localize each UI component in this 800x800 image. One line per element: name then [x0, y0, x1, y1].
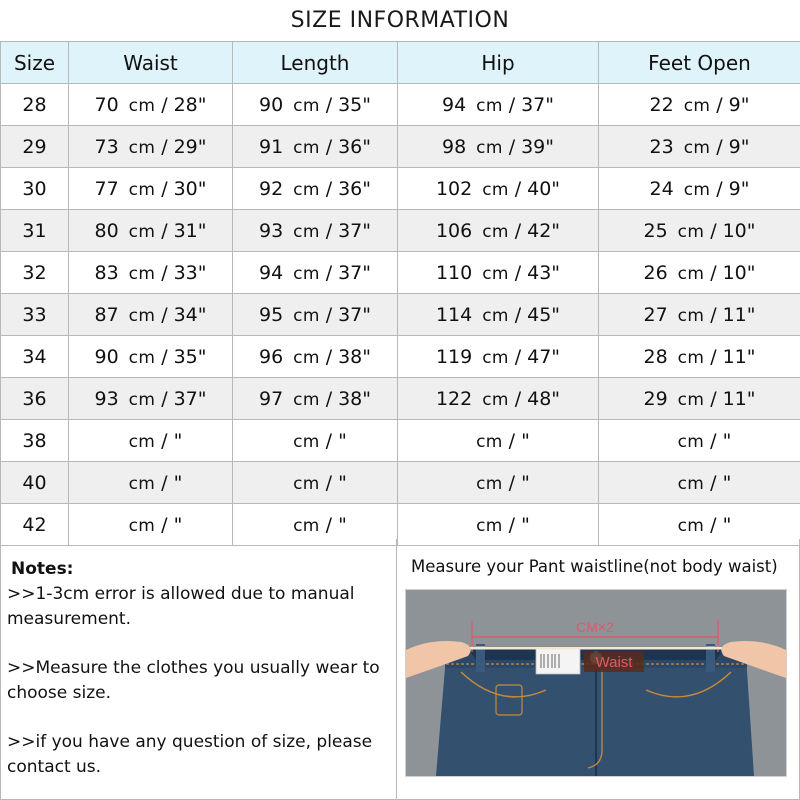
- unit-label: cm: [293, 389, 320, 410]
- unit-label: cm: [677, 431, 705, 452]
- separator: /: [514, 387, 522, 410]
- inch-value: ": [338, 471, 347, 494]
- inch-value: ": [173, 471, 183, 494]
- inch-value: 31": [173, 219, 207, 242]
- cell-hip: [398, 252, 599, 294]
- table-row: [1, 420, 800, 462]
- cm-value: 80: [94, 219, 119, 242]
- unit-label: cm: [128, 389, 156, 410]
- cell-feet: [599, 294, 800, 336]
- cell-length: [233, 420, 398, 462]
- cm-value: 95: [258, 303, 284, 326]
- cm-value: 23: [649, 135, 674, 158]
- inch-value: ": [722, 429, 732, 452]
- cell-waist: [69, 336, 233, 378]
- cell-waist: [69, 168, 233, 210]
- separator: /: [161, 93, 168, 116]
- separator: /: [325, 303, 333, 326]
- separator: /: [161, 303, 168, 326]
- unit-label: cm: [128, 221, 156, 242]
- table-header-row: [1, 42, 800, 84]
- separator: /: [508, 429, 516, 452]
- separator: /: [514, 303, 522, 326]
- cm-value: 94: [441, 93, 467, 116]
- unit-label: cm: [476, 137, 503, 158]
- cell-size: 42: [1, 504, 69, 546]
- separator: /: [716, 177, 723, 200]
- cell-size: 36: [1, 378, 69, 420]
- unit-label: cm: [482, 179, 509, 200]
- separator: /: [514, 261, 522, 284]
- cm-value: 122: [435, 387, 473, 410]
- cm-value: 98: [441, 135, 467, 158]
- cm-value: 90: [258, 93, 284, 116]
- notes-heading: Notes:: [11, 559, 74, 579]
- cm-value: 119: [435, 345, 473, 368]
- inch-value: ": [521, 429, 530, 452]
- inch-value: ": [722, 513, 732, 536]
- table-row: [1, 210, 800, 252]
- cell-hip: [398, 84, 599, 126]
- cm-value: 83: [94, 261, 119, 284]
- unit-label: cm: [476, 515, 503, 536]
- jeans-waist-photo: [405, 589, 787, 777]
- inch-value: 35": [173, 345, 207, 368]
- inch-value: ": [521, 513, 530, 536]
- note-item: >>if you have any question of size, please contact us.: [7, 732, 373, 777]
- separator: /: [514, 219, 522, 242]
- inch-value: 37": [521, 93, 555, 116]
- cm-value: 25: [643, 219, 668, 242]
- table-row: [1, 462, 800, 504]
- separator: /: [508, 513, 516, 536]
- inch-value: ": [521, 471, 530, 494]
- unit-label: cm: [683, 179, 711, 200]
- inch-value: 33": [173, 261, 207, 284]
- inch-value: 10": [722, 219, 756, 242]
- inch-value: 10": [722, 261, 756, 284]
- separator: /: [325, 177, 333, 200]
- unit-label: cm: [293, 431, 320, 452]
- cm-x2-label: CM×2: [576, 619, 614, 635]
- cell-feet: [599, 378, 800, 420]
- inch-value: ": [173, 429, 183, 452]
- separator: /: [161, 345, 168, 368]
- unit-label: cm: [128, 347, 156, 368]
- inch-value: ": [173, 513, 183, 536]
- inch-value: 48": [527, 387, 561, 410]
- unit-label: cm: [128, 95, 156, 116]
- cell-feet: [599, 420, 800, 462]
- unit-label: cm: [476, 431, 503, 452]
- cm-value: 102: [435, 177, 473, 200]
- cell-waist: [69, 252, 233, 294]
- cm-value: 114: [435, 303, 473, 326]
- unit-label: cm: [293, 347, 320, 368]
- cell-length: [233, 336, 398, 378]
- unit-label: cm: [293, 305, 320, 326]
- cell-hip: [398, 168, 599, 210]
- separator: /: [710, 513, 717, 536]
- cm-value: 93: [258, 219, 284, 242]
- unit-label: cm: [293, 137, 320, 158]
- inch-value: 11": [722, 387, 756, 410]
- inch-value: 9": [728, 177, 750, 200]
- separator: /: [325, 471, 333, 494]
- unit-label: cm: [128, 137, 156, 158]
- unit-label: cm: [677, 389, 705, 410]
- separator: /: [161, 429, 168, 452]
- cm-value: 110: [435, 261, 473, 284]
- inch-value: 40": [527, 177, 561, 200]
- separator: /: [710, 303, 717, 326]
- separator: /: [161, 387, 168, 410]
- cell-size: 33: [1, 294, 69, 336]
- unit-label: cm: [482, 347, 509, 368]
- inch-value: 34": [173, 303, 207, 326]
- cell-waist: [69, 378, 233, 420]
- separator: /: [514, 345, 522, 368]
- cm-value: 24: [649, 177, 674, 200]
- cell-size: 32: [1, 252, 69, 294]
- separator: /: [325, 261, 333, 284]
- cm-value: 92: [258, 177, 284, 200]
- inch-value: 37": [338, 303, 372, 326]
- unit-label: cm: [128, 263, 156, 284]
- separator: /: [325, 219, 333, 242]
- cell-hip: [398, 294, 599, 336]
- unit-label: cm: [128, 179, 156, 200]
- separator: /: [325, 513, 333, 536]
- inch-value: 30": [173, 177, 207, 200]
- header-feet-open: Feet Open: [599, 42, 800, 84]
- inch-value: 38": [338, 387, 372, 410]
- inch-value: ": [338, 513, 347, 536]
- cm-value: 87: [94, 303, 119, 326]
- separator: /: [161, 513, 168, 536]
- cell-waist: [69, 126, 233, 168]
- separator: /: [508, 471, 516, 494]
- cell-hip: [398, 420, 599, 462]
- cell-hip: [398, 378, 599, 420]
- cell-size: 40: [1, 462, 69, 504]
- unit-label: cm: [482, 263, 509, 284]
- cell-hip: [398, 126, 599, 168]
- cm-value: 70: [94, 93, 119, 116]
- inch-value: ": [722, 471, 732, 494]
- unit-label: cm: [293, 515, 320, 536]
- cell-length: [233, 462, 398, 504]
- unit-label: cm: [476, 473, 503, 494]
- separator: /: [514, 177, 522, 200]
- cell-hip: [398, 210, 599, 252]
- unit-label: cm: [677, 515, 705, 536]
- inch-value: 36": [338, 177, 372, 200]
- unit-label: cm: [128, 305, 156, 326]
- unit-label: cm: [482, 389, 509, 410]
- unit-label: cm: [293, 263, 320, 284]
- cell-waist: [69, 84, 233, 126]
- cell-feet: [599, 252, 800, 294]
- separator: /: [508, 135, 516, 158]
- cell-size: 31: [1, 210, 69, 252]
- cell-feet: [599, 336, 800, 378]
- measure-caption: Measure your Pant waistline(not body waist): [411, 557, 778, 576]
- separator: /: [716, 93, 723, 116]
- cm-value: 77: [94, 177, 119, 200]
- cell-feet: [599, 126, 800, 168]
- unit-label: cm: [128, 431, 156, 452]
- inch-value: 37": [338, 219, 372, 242]
- cm-value: 73: [94, 135, 119, 158]
- cell-feet: [599, 462, 800, 504]
- cell-size: 29: [1, 126, 69, 168]
- unit-label: cm: [683, 95, 711, 116]
- separator: /: [710, 345, 717, 368]
- inch-value: 11": [722, 303, 756, 326]
- table-row: [1, 252, 800, 294]
- inch-value: 35": [338, 93, 372, 116]
- inch-value: 39": [521, 135, 555, 158]
- inch-value: 38": [338, 345, 372, 368]
- inch-value: 37": [173, 387, 207, 410]
- note-item: >>Measure the clothes you usually wear to choose size.: [7, 658, 380, 703]
- table-row: [1, 336, 800, 378]
- inch-value: 43": [527, 261, 561, 284]
- waist-tag-label: Waist: [595, 654, 633, 671]
- cm-value: 22: [649, 93, 674, 116]
- separator: /: [161, 471, 168, 494]
- unit-label: cm: [128, 515, 156, 536]
- inch-value: 37": [338, 261, 372, 284]
- inch-value: 47": [527, 345, 561, 368]
- cell-waist: [69, 462, 233, 504]
- cell-feet: [599, 168, 800, 210]
- page-title: SIZE INFORMATION: [0, 0, 800, 42]
- table-row: [1, 378, 800, 420]
- cell-size: 34: [1, 336, 69, 378]
- inch-value: 9": [728, 135, 750, 158]
- separator: /: [161, 219, 168, 242]
- cell-size: 28: [1, 84, 69, 126]
- inch-value: 11": [722, 345, 756, 368]
- separator: /: [710, 429, 717, 452]
- note-item: >>1-3cm error is allowed due to manual measurement.: [7, 584, 355, 629]
- unit-label: cm: [482, 305, 509, 326]
- separator: /: [325, 93, 333, 116]
- separator: /: [716, 135, 723, 158]
- cm-value: 93: [94, 387, 119, 410]
- cell-feet: [599, 84, 800, 126]
- cell-waist: [69, 210, 233, 252]
- unit-label: cm: [677, 305, 705, 326]
- cell-size: 30: [1, 168, 69, 210]
- unit-label: cm: [677, 221, 705, 242]
- cell-length: [233, 168, 398, 210]
- cm-value: 91: [258, 135, 284, 158]
- cell-feet: [599, 210, 800, 252]
- unit-label: cm: [683, 137, 711, 158]
- cell-length: [233, 84, 398, 126]
- cm-value: 27: [643, 303, 668, 326]
- table-row: [1, 84, 800, 126]
- header-length: Length: [233, 42, 398, 84]
- cm-value: 94: [258, 261, 284, 284]
- separator: /: [325, 135, 333, 158]
- separator: /: [325, 345, 333, 368]
- unit-label: cm: [293, 221, 320, 242]
- table-row: [1, 168, 800, 210]
- inch-value: 36": [338, 135, 372, 158]
- inch-value: 29": [173, 135, 207, 158]
- measure-panel: [397, 539, 800, 800]
- unit-label: cm: [293, 473, 320, 494]
- cell-length: [233, 378, 398, 420]
- cell-hip: [398, 336, 599, 378]
- cm-value: 28: [643, 345, 668, 368]
- cell-waist: [69, 420, 233, 462]
- header-size: Size: [1, 42, 69, 84]
- separator: /: [508, 93, 516, 116]
- cell-length: [233, 294, 398, 336]
- cell-length: [233, 126, 398, 168]
- cm-value: 96: [258, 345, 284, 368]
- separator: /: [161, 135, 168, 158]
- cm-value: 90: [94, 345, 119, 368]
- cm-value: 106: [435, 219, 473, 242]
- cm-value: 29: [643, 387, 668, 410]
- unit-label: cm: [293, 179, 320, 200]
- unit-label: cm: [677, 263, 705, 284]
- separator: /: [161, 261, 168, 284]
- notes-panel: [0, 539, 397, 800]
- cell-hip: [398, 462, 599, 504]
- cell-length: [233, 210, 398, 252]
- header-hip: Hip: [398, 42, 599, 84]
- cm-value: 97: [258, 387, 284, 410]
- separator: /: [161, 177, 168, 200]
- unit-label: cm: [293, 95, 320, 116]
- separator: /: [325, 387, 333, 410]
- separator: /: [710, 471, 717, 494]
- unit-label: cm: [677, 347, 705, 368]
- cell-waist: [69, 294, 233, 336]
- separator: /: [710, 261, 717, 284]
- unit-label: cm: [128, 473, 156, 494]
- inch-value: 45": [527, 303, 561, 326]
- unit-label: cm: [476, 95, 503, 116]
- table-row: [1, 294, 800, 336]
- header-waist: Waist: [69, 42, 233, 84]
- inch-value: 9": [728, 93, 750, 116]
- cm-value: 26: [643, 261, 668, 284]
- separator: /: [710, 219, 717, 242]
- unit-label: cm: [677, 473, 705, 494]
- unit-label: cm: [482, 221, 509, 242]
- inch-value: ": [338, 429, 347, 452]
- cell-length: [233, 252, 398, 294]
- table-row: [1, 126, 800, 168]
- inch-value: 42": [527, 219, 561, 242]
- separator: /: [325, 429, 333, 452]
- separator: /: [710, 387, 717, 410]
- inch-value: 28": [173, 93, 207, 116]
- size-table: [0, 41, 800, 546]
- cell-size: 38: [1, 420, 69, 462]
